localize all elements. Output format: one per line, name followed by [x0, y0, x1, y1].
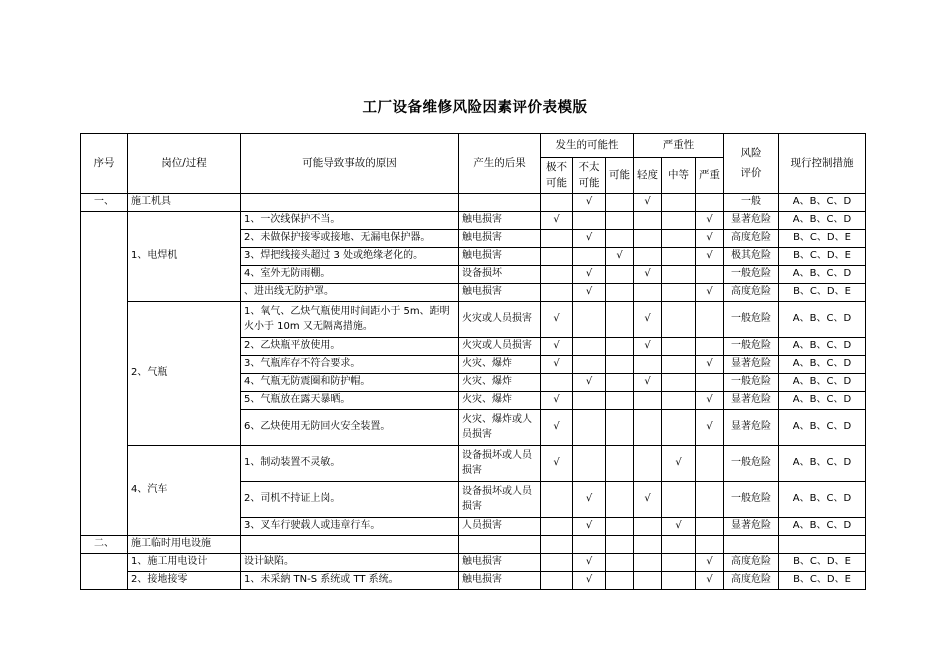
cause-cell: 1、制动装置不灵敏。: [241, 446, 459, 482]
check-unlikely: [573, 212, 606, 230]
check-unlikely: [573, 338, 606, 356]
risk-cell: 高度危险: [724, 554, 779, 572]
check-light: [634, 410, 662, 446]
check-likely: [606, 392, 634, 410]
check-medium: [662, 572, 696, 590]
section-name: 施工机具: [128, 194, 241, 212]
check-unlikely: [573, 410, 606, 446]
risk-cell: 一般危险: [724, 446, 779, 482]
check-serious: √: [696, 248, 724, 266]
risk-cell: 显著危险: [724, 518, 779, 536]
table-row: [81, 554, 866, 572]
post-cell: 1、施工用电设计: [128, 554, 241, 572]
check-medium: [662, 338, 696, 356]
check-likely: [606, 356, 634, 374]
check-light: [634, 518, 662, 536]
cause-cell: 4、室外无防雨棚。: [241, 266, 459, 284]
check-very-unlikely: √: [541, 302, 573, 338]
risk-cell: 一般危险: [724, 374, 779, 392]
header-post: 岗位/过程: [128, 134, 241, 194]
check-very-unlikely: [541, 482, 573, 518]
header-severity-light: 轻度: [634, 158, 662, 194]
check-very-unlikely: √: [541, 446, 573, 482]
check-medium: [662, 482, 696, 518]
consequence-cell: 触电损害: [459, 230, 541, 248]
cause-cell: 4、气瓶无防震圈和防护帽。: [241, 374, 459, 392]
check-light: [634, 212, 662, 230]
check-likely: [606, 374, 634, 392]
check-very-unlikely: [541, 284, 573, 302]
consequence-cell: 触电损害: [459, 284, 541, 302]
check-light: [634, 356, 662, 374]
table-row: [81, 446, 866, 482]
check-serious: √: [696, 284, 724, 302]
check-likely: [606, 230, 634, 248]
check-very-unlikely: [541, 194, 573, 212]
header-likelihood: 发生的可能性: [541, 134, 634, 158]
control-cell: A、B、C、D: [779, 212, 866, 230]
cause-cell: 、进出线无防护罩。: [241, 284, 459, 302]
check-medium: [662, 356, 696, 374]
check-serious: [696, 266, 724, 284]
consequence-cell: [459, 536, 541, 554]
risk-cell: [724, 536, 779, 554]
consequence-cell: 设备损坏: [459, 266, 541, 284]
check-serious: [696, 194, 724, 212]
check-serious: √: [696, 356, 724, 374]
check-likely: [606, 338, 634, 356]
check-very-unlikely: [541, 266, 573, 284]
check-very-unlikely: √: [541, 338, 573, 356]
section-seq: 二、: [81, 536, 128, 554]
consequence-cell: 火灾、爆炸或人员损害: [459, 410, 541, 446]
section-seq: 一、: [81, 194, 128, 212]
check-light: √: [634, 338, 662, 356]
check-light: [634, 248, 662, 266]
check-unlikely: √: [573, 230, 606, 248]
check-medium: [662, 230, 696, 248]
check-very-unlikely: [541, 518, 573, 536]
control-cell: A、B、C、D: [779, 338, 866, 356]
cause-cell: 2、未做保护接零或接地、无漏电保护器。: [241, 230, 459, 248]
check-very-unlikely: [541, 374, 573, 392]
check-unlikely: [573, 392, 606, 410]
check-very-unlikely: √: [541, 356, 573, 374]
page-title: 工厂设备维修风险因素评价表模版: [362, 100, 588, 116]
check-light: √: [634, 482, 662, 518]
header-seq: 序号: [81, 134, 128, 194]
check-unlikely: [573, 356, 606, 374]
check-medium: [662, 248, 696, 266]
section-name: 施工临时用电设施: [128, 536, 241, 554]
check-serious: √: [696, 230, 724, 248]
check-medium: [662, 536, 696, 554]
control-cell: B、C、D、E: [779, 572, 866, 590]
control-cell: A、B、C、D: [779, 266, 866, 284]
check-likely: [606, 410, 634, 446]
risk-cell: 一般危险: [724, 482, 779, 518]
consequence-cell: [459, 194, 541, 212]
control-cell: A、B、C、D: [779, 482, 866, 518]
check-likely: [606, 482, 634, 518]
check-likely: [606, 284, 634, 302]
check-unlikely: [573, 248, 606, 266]
check-medium: [662, 284, 696, 302]
check-medium: [662, 266, 696, 284]
check-serious: √: [696, 392, 724, 410]
consequence-cell: 设备损坏或人员损害: [459, 482, 541, 518]
cause-cell: 6、乙炔使用无防回火安全装置。: [241, 410, 459, 446]
check-serious: [696, 518, 724, 536]
check-medium: [662, 410, 696, 446]
cause-cell: [241, 536, 459, 554]
risk-cell: 极其危险: [724, 248, 779, 266]
post-cell: 4、汽车: [128, 446, 241, 536]
consequence-cell: 火灾、爆炸: [459, 356, 541, 374]
check-unlikely: √: [573, 266, 606, 284]
control-cell: [779, 536, 866, 554]
control-cell: B、C、D、E: [779, 554, 866, 572]
check-very-unlikely: √: [541, 410, 573, 446]
table-body: [81, 134, 866, 590]
header-severity-serious: 严重: [696, 158, 724, 194]
cause-cell: 5、气瓶放在露天暴晒。: [241, 392, 459, 410]
check-medium: [662, 554, 696, 572]
consequence-cell: 火灾或人员损害: [459, 338, 541, 356]
check-likely: [606, 554, 634, 572]
table-row: [81, 572, 866, 590]
cause-cell: 1、一次线保护不当。: [241, 212, 459, 230]
control-cell: A、B、C、D: [779, 446, 866, 482]
post-cell: 2、接地接零: [128, 572, 241, 590]
check-light: [634, 284, 662, 302]
check-light: √: [634, 302, 662, 338]
check-medium: [662, 302, 696, 338]
cause-cell: 设计缺陷。: [241, 554, 459, 572]
control-cell: A、B、C、D: [779, 356, 866, 374]
check-very-unlikely: [541, 230, 573, 248]
table-row: [81, 212, 866, 230]
check-unlikely: √: [573, 518, 606, 536]
control-cell: B、C、D、E: [779, 230, 866, 248]
risk-cell: 显著危险: [724, 392, 779, 410]
check-unlikely: √: [573, 374, 606, 392]
consequence-cell: 触电损害: [459, 572, 541, 590]
consequence-cell: 触电损害: [459, 248, 541, 266]
check-unlikely: √: [573, 194, 606, 212]
check-light: [634, 392, 662, 410]
control-cell: A、B、C、D: [779, 194, 866, 212]
check-light: [634, 230, 662, 248]
risk-cell: 显著危险: [724, 410, 779, 446]
consequence-cell: 触电损害: [459, 212, 541, 230]
control-cell: A、B、C、D: [779, 410, 866, 446]
cause-cell: 3、气瓶库存不符合要求。: [241, 356, 459, 374]
check-medium: [662, 194, 696, 212]
check-very-unlikely: [541, 554, 573, 572]
header-risk-eval: 风险 评价: [724, 134, 779, 194]
check-medium: [662, 392, 696, 410]
cause-cell: 3、焊把线接头超过 3 处或绝缘老化的。: [241, 248, 459, 266]
seq-cell: [81, 212, 128, 536]
risk-cell: 一般危险: [724, 338, 779, 356]
header-control: 现行控制措施: [779, 134, 866, 194]
check-light: [634, 446, 662, 482]
risk-cell: 高度危险: [724, 284, 779, 302]
cause-cell: 1、氧气、乙炔气瓶使用时间距小于 5m、距明火小于 10m 又无隔离措施。: [241, 302, 459, 338]
check-serious: [696, 482, 724, 518]
check-unlikely: √: [573, 554, 606, 572]
risk-evaluation-table: [80, 133, 866, 590]
header-likelihood-unlikely: 不太 可能: [573, 158, 606, 194]
check-light: [634, 554, 662, 572]
check-medium: [662, 212, 696, 230]
consequence-cell: 触电损害: [459, 554, 541, 572]
check-medium: [662, 374, 696, 392]
header-row-1: [81, 134, 866, 158]
check-likely: [606, 572, 634, 590]
check-serious: √: [696, 410, 724, 446]
check-serious: √: [696, 554, 724, 572]
header-severity: 严重性: [634, 134, 724, 158]
check-likely: [606, 518, 634, 536]
check-likely: [606, 446, 634, 482]
check-light: √: [634, 194, 662, 212]
check-light: [634, 536, 662, 554]
check-light: [634, 572, 662, 590]
table-row: [81, 302, 866, 338]
risk-cell: 一般危险: [724, 266, 779, 284]
risk-cell: 高度危险: [724, 572, 779, 590]
check-unlikely: [573, 536, 606, 554]
consequence-cell: 火灾或人员损害: [459, 302, 541, 338]
check-serious: [696, 374, 724, 392]
check-unlikely: √: [573, 572, 606, 590]
risk-cell: 高度危险: [724, 230, 779, 248]
header-likelihood-very-unlikely: 极不 可能: [541, 158, 573, 194]
check-light: √: [634, 266, 662, 284]
control-cell: A、B、C、D: [779, 392, 866, 410]
check-unlikely: √: [573, 284, 606, 302]
seq-cell: [81, 554, 128, 590]
risk-cell: 显著危险: [724, 212, 779, 230]
check-very-unlikely: [541, 536, 573, 554]
check-likely: [606, 212, 634, 230]
check-likely: [606, 266, 634, 284]
check-likely: [606, 194, 634, 212]
check-very-unlikely: [541, 572, 573, 590]
check-serious: √: [696, 572, 724, 590]
cause-cell: [241, 194, 459, 212]
check-likely: [606, 536, 634, 554]
check-unlikely: √: [573, 482, 606, 518]
post-cell: 1、电焊机: [128, 212, 241, 302]
control-cell: A、B、C、D: [779, 518, 866, 536]
check-unlikely: [573, 446, 606, 482]
check-serious: [696, 338, 724, 356]
control-cell: B、C、D、E: [779, 284, 866, 302]
risk-cell: 一般: [724, 194, 779, 212]
header-cause: 可能导致事故的原因: [241, 134, 459, 194]
cause-cell: 2、司机不持证上岗。: [241, 482, 459, 518]
consequence-cell: 人员损害: [459, 518, 541, 536]
header-likelihood-likely: 可能: [606, 158, 634, 194]
check-likely: √: [606, 248, 634, 266]
check-unlikely: [573, 302, 606, 338]
check-serious: √: [696, 212, 724, 230]
header-severity-medium: 中等: [662, 158, 696, 194]
cause-cell: 1、未采納 TN-S 系统或 TT 系统。: [241, 572, 459, 590]
section-header-row: [81, 536, 866, 554]
control-cell: A、B、C、D: [779, 302, 866, 338]
risk-cell: 一般危险: [724, 302, 779, 338]
post-cell: 2、气瓶: [128, 302, 241, 446]
check-very-unlikely: [541, 248, 573, 266]
consequence-cell: 火灾、爆炸: [459, 374, 541, 392]
risk-cell: 显著危险: [724, 356, 779, 374]
cause-cell: 2、乙炔瓶平放使用。: [241, 338, 459, 356]
check-likely: [606, 302, 634, 338]
control-cell: B、C、D、E: [779, 248, 866, 266]
check-serious: [696, 536, 724, 554]
check-light: √: [634, 374, 662, 392]
check-very-unlikely: √: [541, 392, 573, 410]
header-consequence: 产生的后果: [459, 134, 541, 194]
check-serious: [696, 446, 724, 482]
check-medium: √: [662, 446, 696, 482]
consequence-cell: 设备损坏或人员损害: [459, 446, 541, 482]
section-header-row: [81, 194, 866, 212]
control-cell: A、B、C、D: [779, 374, 866, 392]
cause-cell: 3、叉车行驶载人或违章行车。: [241, 518, 459, 536]
check-serious: [696, 302, 724, 338]
consequence-cell: 火灾、爆炸: [459, 392, 541, 410]
check-very-unlikely: √: [541, 212, 573, 230]
check-medium: √: [662, 518, 696, 536]
